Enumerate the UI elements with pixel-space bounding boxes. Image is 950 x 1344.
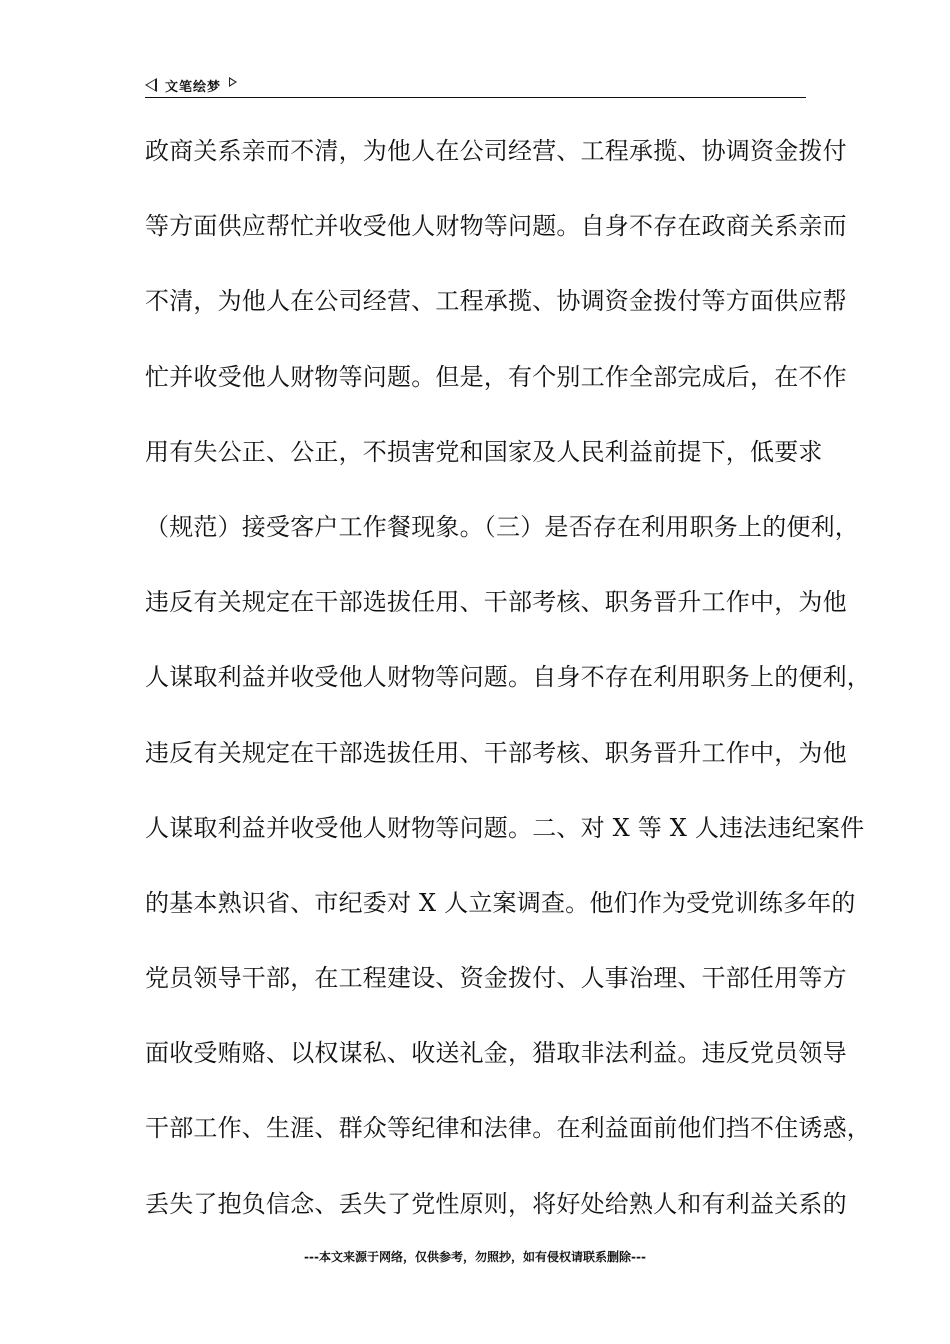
body-line: 政商关系亲而不清，为他人在公司经营、工程承揽、协调资金拨付 (145, 137, 847, 165)
body-line: 忙并收受他人财物等问题。但是，有个别工作全部完成后，在不作 (145, 362, 847, 391)
body-line: 人谋取利益并收受他人财物等问题。二、对 X 等 X 人违法违纪案件 (145, 813, 865, 842)
body-line: 人谋取利益并收受他人财物等问题。自身不存在利用职务上的便利， (145, 663, 871, 692)
body-line: 用有失公正、公正，不损害党和国家及人民利益前提下，低要求 (145, 437, 823, 466)
body-line: 违反有关规定在干部选拔任用、干部考核、职务晋升工作中，为他 (145, 738, 847, 767)
triangle-right-icon (229, 77, 237, 87)
body-line: 等方面供应帮忙并收受他人财物等问题。自身不存在政商关系亲而 (145, 212, 847, 241)
body-line: 的基本熟识省、市纪委对 X 人立案调查。他们作为受党训练多年的 (145, 888, 856, 917)
triangle-left-icon (145, 78, 157, 92)
page-header (145, 74, 237, 96)
body-line: （规范）接受客户工作餐现象。（三）是否存在利用职务上的便利， (145, 512, 859, 541)
body-line: 违反有关规定在干部选拔任用、干部考核、职务晋升工作中，为他 (145, 588, 847, 617)
footer-disclaimer: ---本文来源于网络，仅供参考，勿照抄，如有侵权请联系删除--- (304, 1250, 646, 1264)
body-line: 干部工作、生涯、群众等纪律和法律。在利益面前他们挡不住诱惑， (145, 1114, 871, 1143)
body-line: 党员领导干部，在工程建设、资金拨付、人事治理、干部任用等方 (145, 964, 847, 993)
body-line: 不清，为他人在公司经营、工程承揽、协调资金拨付等方面供应帮 (145, 287, 847, 316)
brand-name: 文笔绘梦 (165, 79, 222, 95)
body-line: 面收受贿赂、以权谋私、收送礼金，猎取非法利益。违反党员领导 (145, 1039, 847, 1068)
document-body (145, 132, 871, 1260)
body-line: 丢失了抱负信念、丢失了党性原则，将好处给熟人和有利益关系的 (145, 1189, 847, 1218)
header-divider (145, 97, 806, 98)
